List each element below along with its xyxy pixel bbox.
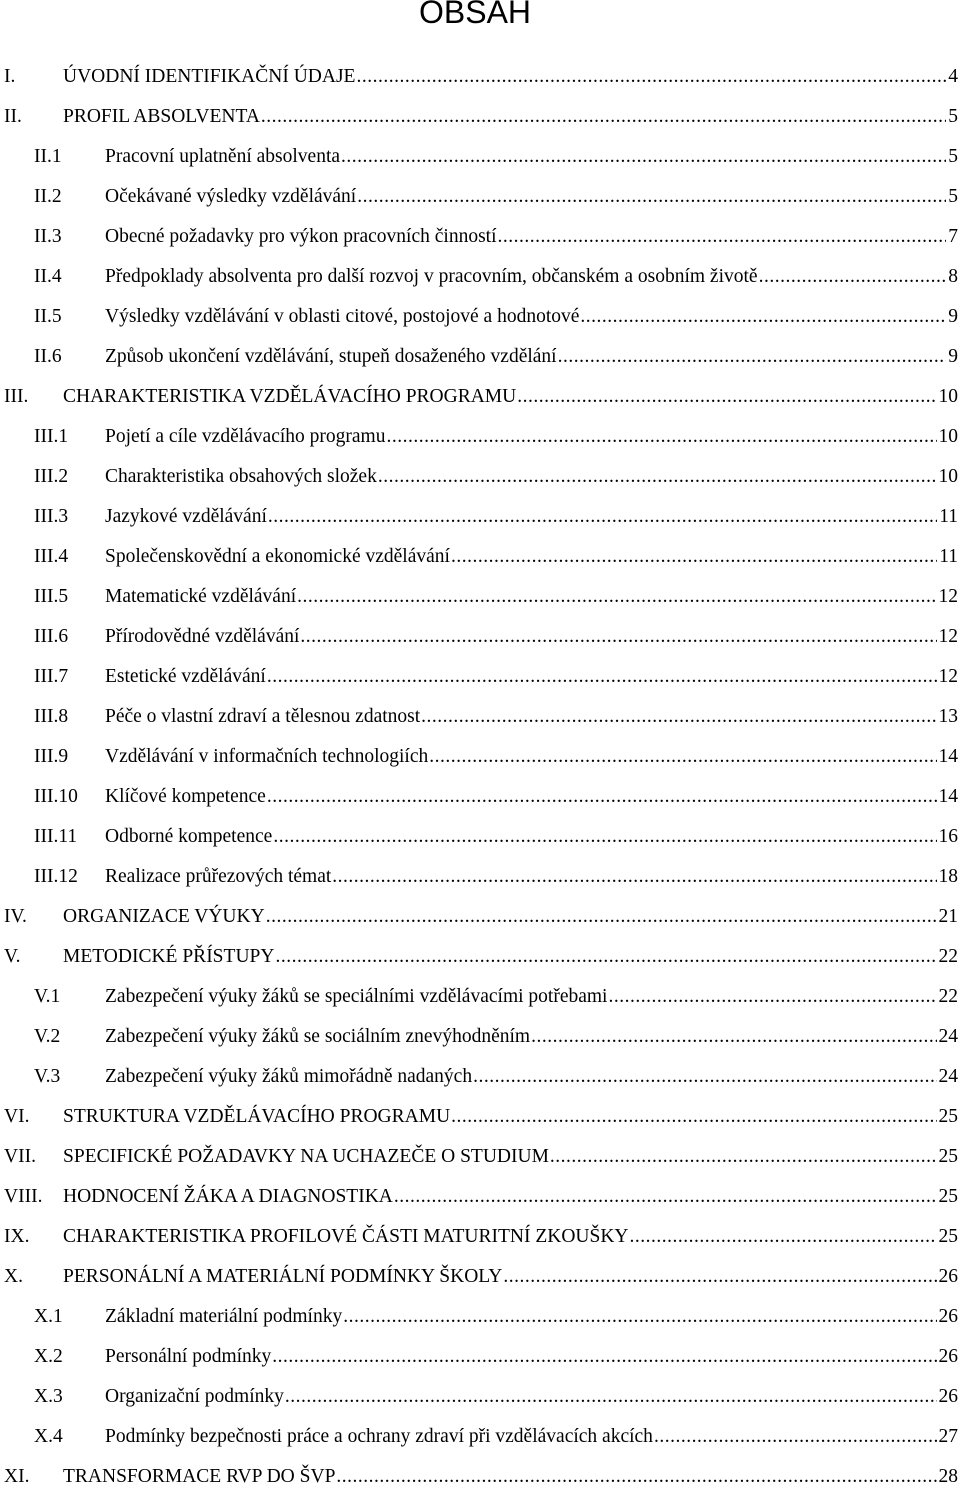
toc-entry-line	[63, 937, 958, 977]
toc-entry-line	[105, 1377, 958, 1417]
toc-entry-title[interactable]: Estetické vzdělávání	[105, 666, 266, 687]
toc-leader-dots	[332, 857, 936, 897]
toc-entry-line	[105, 1017, 958, 1057]
toc-entry-number: V.2	[34, 1026, 61, 1047]
toc-entry-title[interactable]: PROFIL ABSOLVENTA	[63, 106, 260, 127]
toc-entry-page-number[interactable]: 25	[938, 1146, 958, 1167]
toc-entry-title[interactable]: Zabezpečení výuky žáků se sociálním znevýhodněním	[105, 1026, 531, 1047]
toc-entry-page-number[interactable]: 14	[938, 786, 958, 807]
toc-entry-title[interactable]: Společenskovědní a ekonomické vzdělávání	[105, 546, 450, 567]
toc-entry-number: X.2	[34, 1346, 63, 1367]
toc-entry-page-number[interactable]: 25	[938, 1226, 958, 1247]
toc-entry-number: III.10	[34, 786, 78, 807]
toc-entry-chapter[interactable]	[0, 1097, 960, 1137]
toc-leader-dots	[654, 1417, 937, 1457]
toc-entry-page-number[interactable]: 26	[938, 1346, 958, 1367]
toc-entry-section[interactable]	[0, 457, 960, 497]
toc-entry-line	[105, 777, 958, 817]
toc-entry-line	[105, 1337, 958, 1377]
toc-entry-line	[105, 817, 958, 857]
toc-entry-title[interactable]: Základní materiální podmínky	[105, 1306, 343, 1327]
toc-entry-section[interactable]	[0, 737, 960, 777]
toc-entry-number: II.3	[34, 226, 62, 247]
toc-leader-dots	[473, 1057, 936, 1097]
toc-entry-section[interactable]	[0, 417, 960, 457]
toc-entry-title[interactable]: Realizace průřezových témat	[105, 866, 332, 887]
toc-entry-line	[105, 177, 958, 217]
toc-entry-line	[105, 497, 958, 537]
toc-leader-dots	[336, 1457, 936, 1497]
toc-entry-title[interactable]: Péče o vlastní zdraví a tělesnou zdatnost	[105, 706, 421, 727]
toc-entry-number: III.2	[34, 466, 69, 487]
toc-entry-line	[63, 57, 958, 97]
toc-entry-page-number[interactable]: 10	[938, 466, 958, 487]
table-of-contents	[0, 57, 960, 1497]
toc-leader-dots	[531, 1017, 936, 1057]
toc-entry-title[interactable]: Pracovní uplatnění absolventa	[105, 146, 341, 167]
toc-leader-dots	[273, 817, 936, 857]
toc-entry-title[interactable]: SPECIFICKÉ POŽADAVKY NA UCHAZEČE O STUDIUM	[63, 1146, 549, 1167]
toc-entry-title[interactable]: Zabezpečení výuky žáků se speciálními vzdělávacími potřebami	[105, 986, 608, 1007]
toc-leader-dots	[297, 577, 936, 617]
toc-entry-number: V.3	[34, 1066, 61, 1087]
toc-entry-title[interactable]: Přírodovědné vzdělávání	[105, 626, 300, 647]
toc-entry-line	[63, 1217, 958, 1257]
toc-entry-title[interactable]: Obecné požadavky pro výkon pracovních činností	[105, 226, 497, 247]
toc-entry-chapter[interactable]	[0, 57, 960, 97]
toc-entry-page-number[interactable]: 22	[938, 986, 958, 1007]
toc-entry-page-number[interactable]: 24	[938, 1066, 958, 1087]
toc-entry-chapter[interactable]	[0, 1177, 960, 1217]
toc-entry-page-number[interactable]: 12	[938, 666, 958, 687]
toc-entry-number: III.11	[34, 826, 78, 847]
toc-entry-number: VI.	[4, 1106, 30, 1127]
toc-leader-dots	[378, 457, 937, 497]
toc-entry-number: III.8	[34, 706, 69, 727]
toc-entry-chapter[interactable]	[0, 1257, 960, 1297]
toc-entry-section[interactable]	[0, 257, 960, 297]
toc-entry-section[interactable]	[0, 297, 960, 337]
toc-entry-number: III.12	[34, 866, 78, 887]
toc-leader-dots	[261, 97, 946, 137]
toc-entry-section[interactable]	[0, 1377, 960, 1417]
toc-leader-dots	[608, 977, 936, 1017]
toc-entry-title[interactable]: TRANSFORMACE RVP DO ŠVP	[63, 1466, 336, 1487]
toc-entry-number: II.5	[34, 306, 62, 327]
toc-entry-number: IV.	[4, 906, 27, 927]
toc-leader-dots	[272, 1337, 936, 1377]
toc-entry-page-number[interactable]: 5	[948, 186, 958, 207]
toc-entry-number: VII.	[4, 1146, 36, 1167]
toc-leader-dots	[386, 417, 936, 457]
toc-entry-line	[105, 417, 958, 457]
toc-entry-title[interactable]: Jazykové vzdělávání	[105, 506, 267, 527]
toc-entry-page-number[interactable]: 18	[938, 866, 958, 887]
toc-leader-dots	[630, 1217, 937, 1257]
toc-leader-dots	[341, 137, 946, 177]
toc-entry-page-number[interactable]: 26	[938, 1266, 958, 1287]
toc-entry-page-number[interactable]: 26	[938, 1306, 958, 1327]
toc-entry-line	[105, 257, 958, 297]
toc-entry-page-number[interactable]: 26	[938, 1386, 958, 1407]
toc-entry-section[interactable]	[0, 777, 960, 817]
toc-entry-line	[105, 137, 958, 177]
toc-entry-page-number[interactable]: 21	[938, 906, 958, 927]
toc-entry-section[interactable]	[0, 857, 960, 897]
toc-entry-number: II.4	[34, 266, 62, 287]
toc-entry-title[interactable]: ÚVODNÍ IDENTIFIKAČNÍ ÚDAJE	[63, 66, 356, 87]
toc-leader-dots	[421, 697, 936, 737]
toc-entry-number: X.	[4, 1266, 23, 1287]
toc-entry-line	[63, 1097, 958, 1137]
toc-entry-title[interactable]: Klíčové kompetence	[105, 786, 266, 807]
toc-entry-page-number[interactable]: 16	[938, 826, 958, 847]
toc-entry-page-number[interactable]: 11	[939, 506, 958, 527]
toc-entry-number: II.	[4, 106, 22, 127]
toc-entry-title[interactable]: Výsledky vzdělávání v oblasti citové, postojové a hodnotové	[105, 306, 580, 327]
toc-entry-title[interactable]: METODICKÉ PŘÍSTUPY	[63, 946, 275, 967]
toc-entry-title[interactable]: Zabezpečení výuky žáků mimořádně nadaných	[105, 1066, 473, 1087]
toc-leader-dots	[394, 1177, 937, 1217]
toc-leader-dots	[558, 337, 947, 377]
toc-entry-line	[105, 337, 958, 377]
toc-entry-number: I.	[4, 66, 16, 87]
toc-entry-chapter[interactable]	[0, 377, 960, 417]
toc-entry-number: III.6	[34, 626, 69, 647]
toc-leader-dots	[267, 777, 937, 817]
toc-entry-line	[105, 977, 958, 1017]
toc-entry-line	[63, 1457, 958, 1497]
toc-entry-page-number[interactable]: 10	[938, 386, 958, 407]
toc-entry-section[interactable]	[0, 1297, 960, 1337]
toc-entry-title[interactable]: PERSONÁLNÍ A MATERIÁLNÍ PODMÍNKY ŠKOLY	[63, 1266, 503, 1287]
toc-entry-page-number[interactable]: 25	[938, 1106, 958, 1127]
toc-leader-dots	[275, 937, 936, 977]
toc-entry-line	[105, 1417, 958, 1457]
toc-entry-title[interactable]: Charakteristika obsahových složek	[105, 466, 377, 487]
toc-entry-line	[105, 617, 958, 657]
toc-entry-line	[105, 297, 958, 337]
toc-entry-chapter[interactable]	[0, 937, 960, 977]
toc-entry-number: II.2	[34, 186, 62, 207]
toc-entry-page-number[interactable]: 27	[938, 1426, 958, 1447]
toc-entry-title[interactable]: Organizační podmínky	[105, 1386, 284, 1407]
toc-entry-title[interactable]: Matematické vzdělávání	[105, 586, 297, 607]
toc-leader-dots	[429, 737, 936, 777]
toc-leader-dots	[451, 1097, 936, 1137]
toc-entry-section[interactable]	[0, 977, 960, 1017]
toc-entry-number: III.1	[34, 426, 69, 447]
toc-entry-page-number[interactable]: 5	[948, 146, 958, 167]
toc-entry-line	[63, 1137, 958, 1177]
toc-entry-number: IX.	[4, 1226, 30, 1247]
toc-entry-number: XI.	[4, 1466, 30, 1487]
toc-entry-line	[105, 697, 958, 737]
toc-entry-chapter[interactable]	[0, 1137, 960, 1177]
toc-entry-number: X.4	[34, 1426, 63, 1447]
toc-entry-number: III.5	[34, 586, 69, 607]
toc-entry-section[interactable]	[0, 697, 960, 737]
toc-entry-page-number[interactable]: 5	[948, 106, 958, 127]
toc-entry-page-number[interactable]: 12	[938, 586, 958, 607]
toc-entry-line	[105, 537, 958, 577]
toc-entry-section[interactable]	[0, 337, 960, 377]
toc-entry-page-number[interactable]: 28	[938, 1466, 958, 1487]
toc-entry-title[interactable]: Očekávané výsledky vzdělávání	[105, 186, 357, 207]
toc-entry-section[interactable]	[0, 657, 960, 697]
toc-entry-number: VIII.	[4, 1186, 43, 1207]
toc-entry-page-number[interactable]: 24	[938, 1026, 958, 1047]
toc-leader-dots	[343, 1297, 936, 1337]
toc-entry-line	[105, 1297, 958, 1337]
toc-entry-title[interactable]: HODNOCENÍ ŽÁKA A DIAGNOSTIKA	[63, 1186, 393, 1207]
toc-entry-chapter[interactable]	[0, 1457, 960, 1497]
toc-entry-line	[105, 457, 958, 497]
toc-leader-dots	[285, 1377, 937, 1417]
toc-entry-line	[63, 97, 958, 137]
toc-leader-dots	[268, 497, 937, 537]
toc-entry-section[interactable]	[0, 1337, 960, 1377]
toc-entry-section[interactable]	[0, 217, 960, 257]
toc-entry-title[interactable]: Odborné kompetence	[105, 826, 273, 847]
toc-entry-title[interactable]: CHARAKTERISTIKA PROFILOVÉ ČÁSTI MATURITNÍ ZKOUŠKY	[63, 1226, 629, 1247]
toc-leader-dots	[759, 257, 947, 297]
toc-entry-section[interactable]	[0, 817, 960, 857]
toc-entry-page-number[interactable]: 4	[948, 66, 958, 87]
toc-entry-number: III.9	[34, 746, 69, 767]
toc-entry-number: III.4	[34, 546, 69, 567]
toc-entry-section[interactable]	[0, 137, 960, 177]
page-title: OBSAH	[418, 0, 532, 30]
toc-entry-line	[63, 1177, 958, 1217]
toc-entry-number: X.3	[34, 1386, 63, 1407]
toc-entry-number: II.1	[34, 146, 62, 167]
toc-entry-title[interactable]: Pojetí a cíle vzdělávacího programu	[105, 426, 386, 447]
toc-entry-page-number[interactable]: 13	[938, 706, 958, 727]
toc-entry-line	[63, 377, 958, 417]
toc-leader-dots	[356, 57, 946, 97]
toc-entry-title[interactable]: Personální podmínky	[105, 1346, 272, 1367]
toc-entry-title[interactable]: ORGANIZACE VÝUKY	[63, 906, 265, 927]
toc-entry-page-number[interactable]: 7	[948, 226, 958, 247]
toc-entry-section[interactable]	[0, 537, 960, 577]
toc-entry-section[interactable]	[0, 1017, 960, 1057]
toc-entry-page-number[interactable]: 8	[948, 266, 958, 287]
toc-entry-number: III.3	[34, 506, 69, 527]
toc-entry-chapter[interactable]	[0, 1217, 960, 1257]
toc-leader-dots	[300, 617, 936, 657]
toc-entry-chapter[interactable]	[0, 97, 960, 137]
toc-entry-title[interactable]: CHARAKTERISTIKA VZDĚLÁVACÍHO PROGRAMU	[63, 386, 517, 407]
toc-entry-page-number[interactable]: 9	[948, 346, 958, 367]
toc-entry-line	[105, 217, 958, 257]
toc-entry-line	[105, 577, 958, 617]
toc-entry-number: III.7	[34, 666, 69, 687]
toc-leader-dots	[357, 177, 946, 217]
toc-entry-line	[105, 737, 958, 777]
toc-entry-line	[105, 1057, 958, 1097]
toc-leader-dots	[267, 657, 937, 697]
toc-entry-page-number[interactable]: 12	[938, 626, 958, 647]
toc-entry-section[interactable]	[0, 617, 960, 657]
toc-entry-number: X.1	[34, 1306, 63, 1327]
toc-entry-chapter[interactable]	[0, 897, 960, 937]
toc-entry-page-number[interactable]: 25	[938, 1186, 958, 1207]
toc-leader-dots	[503, 1257, 936, 1297]
toc-entry-title[interactable]: STRUKTURA VZDĚLÁVACÍHO PROGRAMU	[63, 1106, 451, 1127]
toc-entry-section[interactable]	[0, 177, 960, 217]
toc-leader-dots	[517, 377, 936, 417]
toc-leader-dots	[550, 1137, 937, 1177]
toc-entry-number: V.1	[34, 986, 61, 1007]
toc-entry-title[interactable]: Podmínky bezpečnosti práce a ochrany zdraví při vzdělávacích akcích	[105, 1426, 653, 1447]
toc-entry-section[interactable]	[0, 1417, 960, 1457]
toc-leader-dots	[498, 217, 947, 257]
toc-entry-title[interactable]: Vzdělávání v informačních technologiích	[105, 746, 429, 767]
toc-entry-page-number[interactable]: 9	[948, 306, 958, 327]
toc-entry-line	[63, 897, 958, 937]
toc-entry-title[interactable]: Způsob ukončení vzdělávání, stupeň dosaženého vzdělání	[105, 346, 557, 367]
toc-entry-line	[105, 857, 958, 897]
toc-leader-dots	[451, 537, 937, 577]
toc-entry-section[interactable]	[0, 577, 960, 617]
toc-entry-page-number[interactable]: 14	[938, 746, 958, 767]
toc-entry-line	[105, 657, 958, 697]
toc-entry-section[interactable]	[0, 1057, 960, 1097]
toc-leader-dots	[580, 297, 946, 337]
toc-entry-number: V.	[4, 946, 21, 967]
toc-entry-section[interactable]	[0, 497, 960, 537]
toc-entry-page-number[interactable]: 11	[939, 546, 958, 567]
toc-entry-line	[63, 1257, 958, 1297]
toc-entry-page-number[interactable]: 10	[938, 426, 958, 447]
toc-entry-number: II.6	[34, 346, 62, 367]
toc-entry-page-number[interactable]: 22	[938, 946, 958, 967]
toc-entry-number: III.	[4, 386, 29, 407]
toc-leader-dots	[266, 897, 937, 937]
toc-entry-title[interactable]: Předpoklady absolventa pro další rozvoj v pracovním, občanském a osobním životě	[105, 266, 758, 287]
